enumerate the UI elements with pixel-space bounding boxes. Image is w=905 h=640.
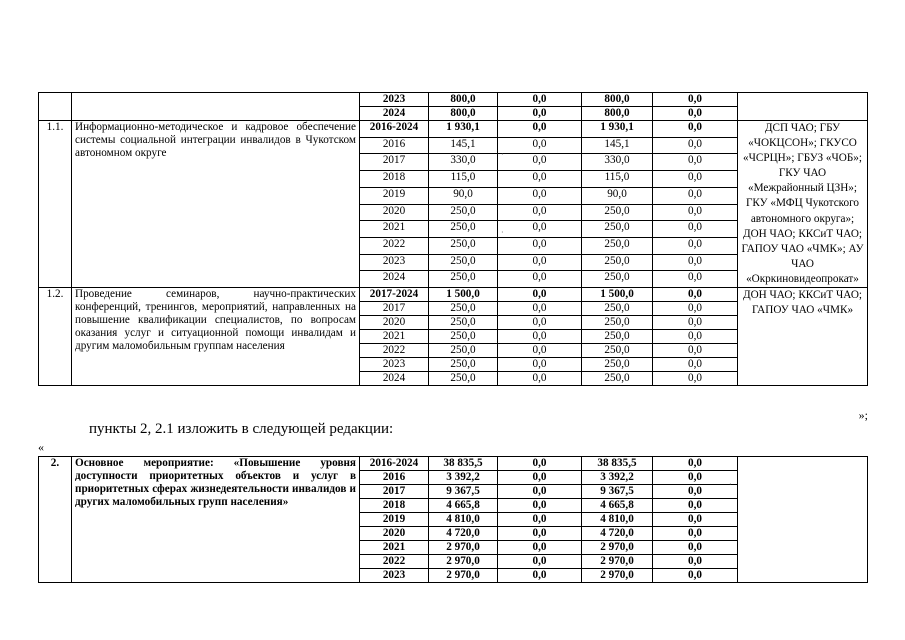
value-cell: 0,0 [498, 499, 582, 513]
value-cell: 0,0 [498, 555, 582, 569]
value-cell: 0,0 [653, 457, 738, 471]
scan-mark: · [729, 480, 732, 489]
value-cell: 330,0 [582, 154, 653, 171]
value-cell: 0,0 [498, 187, 582, 204]
value-cell: 4 810,0 [582, 513, 653, 527]
total-cell: 4 810,0 [429, 513, 498, 527]
amendment-instruction: пункты 2, 2.1 изложить в следующей редакции: [89, 421, 394, 437]
total-cell: 115,0 [429, 171, 498, 188]
value-cell: 250,0 [582, 316, 653, 330]
year-cell: 2023 [360, 254, 429, 271]
total-cell: 145,1 [429, 137, 498, 154]
value-cell: 0,0 [498, 471, 582, 485]
total-cell: 2 970,0 [429, 541, 498, 555]
opening-quote: « [38, 440, 44, 454]
year-cell: 2024 [360, 271, 429, 288]
empty-cell [738, 93, 868, 121]
value-cell: 90,0 [582, 187, 653, 204]
year-cell: 2021 [360, 221, 429, 238]
value-cell: 250,0 [582, 271, 653, 288]
value-cell: 250,0 [582, 372, 653, 386]
table-row [39, 288, 868, 302]
value-cell: 0,0 [653, 499, 738, 513]
value-cell: 0,0 [498, 237, 582, 254]
value-cell: 0,0 [653, 555, 738, 569]
value-cell: 0,0 [498, 107, 582, 121]
value-cell: 0,0 [653, 485, 738, 499]
value-cell: 250,0 [582, 237, 653, 254]
value-cell: 0,0 [498, 372, 582, 386]
value-cell: 250,0 [582, 254, 653, 271]
value-cell: 4 665,8 [582, 499, 653, 513]
value-cell: 0,0 [498, 121, 582, 138]
value-cell: 2 970,0 [582, 569, 653, 583]
item-number: 2. [39, 457, 72, 583]
closing-quote: »; [858, 408, 868, 422]
value-cell: 0,0 [498, 330, 582, 344]
total-cell: 250,0 [429, 237, 498, 254]
value-cell: 0,0 [498, 316, 582, 330]
value-cell: 9 367,5 [582, 485, 653, 499]
total-cell: 4 720,0 [429, 527, 498, 541]
value-cell: 145,1 [582, 137, 653, 154]
item-description: Информационно-методическое и кадровое обеспечение системы социальной интеграции инвалидов в Чукотском автономном округе [72, 121, 360, 288]
value-cell: 0,0 [498, 254, 582, 271]
value-cell: 0,0 [653, 271, 738, 288]
year-cell: 2016 [360, 137, 429, 154]
year-cell: 2021 [360, 330, 429, 344]
total-cell: 2 970,0 [429, 569, 498, 583]
value-cell: 2 970,0 [582, 541, 653, 555]
value-cell: 1 500,0 [582, 288, 653, 302]
budget-table-new-edition [38, 456, 868, 583]
value-cell: 250,0 [582, 221, 653, 238]
scan-mark: · [501, 228, 504, 237]
item-description: Проведение семинаров, научно-практических конференций, тренингов, мероприятий, направленных на повышение квалификации специалистов, по вопросам оказания услуг и ситуационной помощи инвалидам и другим маломобильным группам населения [72, 288, 360, 386]
value-cell: 2 970,0 [582, 555, 653, 569]
value-cell: 0,0 [498, 288, 582, 302]
year-cell: 2016-2024 [360, 457, 429, 471]
value-cell: 250,0 [582, 204, 653, 221]
value-cell: 38 835,5 [582, 457, 653, 471]
value-cell: 3 392,2 [582, 471, 653, 485]
value-cell: 0,0 [498, 154, 582, 171]
item-number: 1.2. [39, 288, 72, 386]
value-cell: 0,0 [498, 171, 582, 188]
year-cell: 2020 [360, 316, 429, 330]
value-cell: 0,0 [653, 204, 738, 221]
table-row [39, 121, 868, 138]
total-cell: 330,0 [429, 154, 498, 171]
value-cell: 0,0 [498, 513, 582, 527]
total-cell: 250,0 [429, 344, 498, 358]
total-cell: 250,0 [429, 221, 498, 238]
value-cell: 0,0 [653, 254, 738, 271]
value-cell: 0,0 [498, 541, 582, 555]
value-cell: 0,0 [498, 204, 582, 221]
value-cell: 0,0 [653, 137, 738, 154]
value-cell: 250,0 [582, 302, 653, 316]
year-cell: 2018 [360, 499, 429, 513]
budget-table-continuation [38, 92, 868, 386]
value-cell: 0,0 [498, 221, 582, 238]
responsible-cell: ДОН ЧАО; ККСиТ ЧАО; ГАПОУ ЧАО «ЧМК» [738, 288, 868, 386]
value-cell: 0,0 [498, 93, 582, 107]
total-cell: 250,0 [429, 316, 498, 330]
value-cell: 4 720,0 [582, 527, 653, 541]
value-cell: 0,0 [653, 154, 738, 171]
year-cell: 2019 [360, 513, 429, 527]
value-cell: 0,0 [653, 541, 738, 555]
year-cell: 2016 [360, 471, 429, 485]
responsible-cell [738, 457, 868, 583]
total-cell: 3 392,2 [429, 471, 498, 485]
value-cell: 0,0 [653, 569, 738, 583]
total-cell: 4 665,8 [429, 499, 498, 513]
empty-cell [72, 93, 360, 121]
year-cell: 2024 [360, 372, 429, 386]
year-cell: 2022 [360, 237, 429, 254]
scan-mark: · [501, 150, 504, 159]
value-cell: 0,0 [653, 237, 738, 254]
value-cell: 0,0 [653, 358, 738, 372]
total-cell: 2 970,0 [429, 555, 498, 569]
year-cell: 2017 [360, 302, 429, 316]
year-cell: 2023 [360, 93, 429, 107]
year-cell: 2020 [360, 527, 429, 541]
total-cell: 250,0 [429, 330, 498, 344]
year-cell: 2018 [360, 171, 429, 188]
value-cell: 0,0 [653, 527, 738, 541]
value-cell: 0,0 [498, 137, 582, 154]
year-cell: 2020 [360, 204, 429, 221]
year-cell: 2023 [360, 358, 429, 372]
value-cell: 0,0 [653, 221, 738, 238]
responsible-cell: ДСП ЧАО; ГБУ «ЧОКЦСОН»; ГКУСО «ЧСРЦН»; ГБУЗ «ЧОБ»; ГКУ ЧАО «Межрайонный ЦЗН»; ГКУ «МФЦ Чукотского автономного округа»; ДОН ЧАО; ККСиТ ЧАО; ГАПОУ ЧАО «ЧМК»; АУ ЧАО «Окркиновидеопрокат» [738, 121, 868, 288]
item-number: 1.1. [39, 121, 72, 288]
value-cell: 250,0 [582, 330, 653, 344]
total-cell: 250,0 [429, 358, 498, 372]
value-cell: 0,0 [653, 513, 738, 527]
total-cell: 250,0 [429, 302, 498, 316]
table-row [39, 457, 868, 471]
year-cell: 2019 [360, 187, 429, 204]
total-cell: 250,0 [429, 204, 498, 221]
value-cell: 0,0 [498, 485, 582, 499]
value-cell: 0,0 [498, 358, 582, 372]
total-cell: 38 835,5 [429, 457, 498, 471]
value-cell: 0,0 [653, 330, 738, 344]
year-cell: 2022 [360, 555, 429, 569]
year-cell: 2017 [360, 485, 429, 499]
total-cell: 250,0 [429, 271, 498, 288]
value-cell: 0,0 [653, 93, 738, 107]
value-cell: 250,0 [582, 344, 653, 358]
value-cell: 0,0 [653, 372, 738, 386]
value-cell: 0,0 [653, 187, 738, 204]
value-cell: 0,0 [498, 569, 582, 583]
table-row [39, 93, 868, 107]
value-cell: 0,0 [498, 302, 582, 316]
value-cell: 0,0 [498, 527, 582, 541]
value-cell: 0,0 [498, 271, 582, 288]
total-cell: 800,0 [429, 107, 498, 121]
value-cell: 800,0 [582, 93, 653, 107]
value-cell: 1 930,1 [582, 121, 653, 138]
value-cell: 0,0 [498, 457, 582, 471]
item-description: Основное мероприятие: «Повышение уровня доступности приоритетных объектов и услуг в приоритетных сферах жизнедеятельности инвалидов и других маломобильных групп населения» [72, 457, 360, 583]
year-cell: 2022 [360, 344, 429, 358]
year-cell: 2016-2024 [360, 121, 429, 138]
empty-cell [39, 93, 72, 121]
total-cell: 250,0 [429, 254, 498, 271]
total-cell: 1 930,1 [429, 121, 498, 138]
year-cell: 2021 [360, 541, 429, 555]
year-cell: 2024 [360, 107, 429, 121]
value-cell: 0,0 [653, 107, 738, 121]
value-cell: 0,0 [653, 171, 738, 188]
year-cell: 2017 [360, 154, 429, 171]
value-cell: 0,0 [653, 344, 738, 358]
value-cell: 800,0 [582, 107, 653, 121]
total-cell: 250,0 [429, 372, 498, 386]
year-cell: 2017-2024 [360, 288, 429, 302]
value-cell: 0,0 [653, 302, 738, 316]
year-cell: 2023 [360, 569, 429, 583]
value-cell: 0,0 [653, 121, 738, 138]
value-cell: 250,0 [582, 358, 653, 372]
total-cell: 1 500,0 [429, 288, 498, 302]
value-cell: 0,0 [498, 344, 582, 358]
total-cell: 800,0 [429, 93, 498, 107]
value-cell: 0,0 [653, 471, 738, 485]
value-cell: 0,0 [653, 316, 738, 330]
value-cell: 115,0 [582, 171, 653, 188]
total-cell: 9 367,5 [429, 485, 498, 499]
total-cell: 90,0 [429, 187, 498, 204]
value-cell: 0,0 [653, 288, 738, 302]
